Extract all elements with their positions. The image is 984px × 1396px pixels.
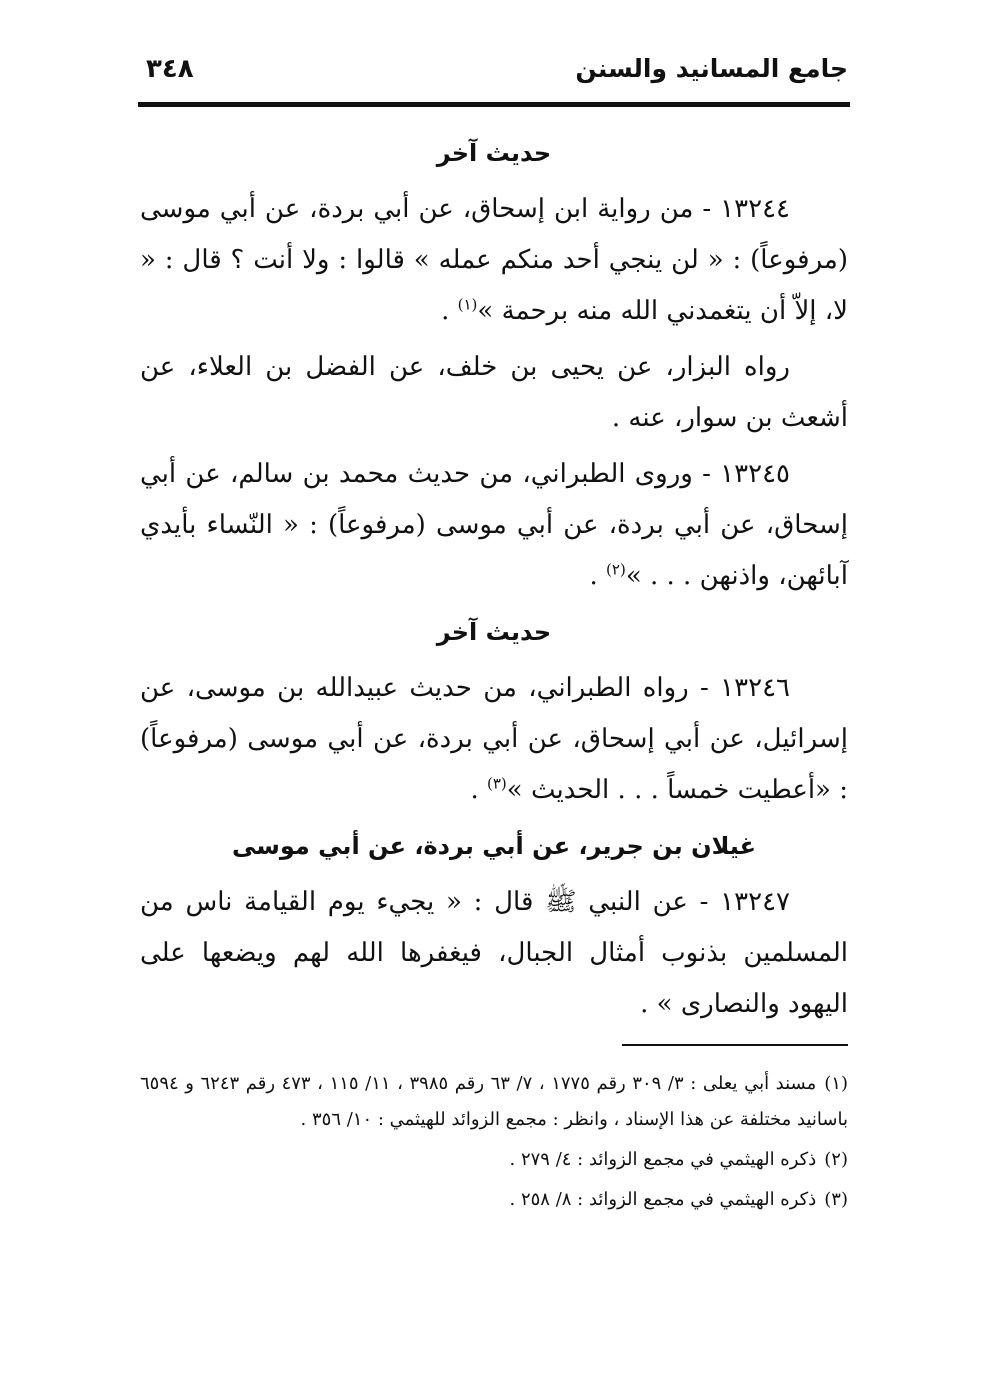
hadith-13246	[140, 663, 848, 816]
hadith-13245	[140, 449, 848, 602]
footnote-text: مسند أبي يعلى : ٣/ ٣٠٩ رقم ١٧٧٥ ، ٧/ ٦٣ رقم ٣٩٨٥ ، ١١/ ١١٥ ، ٤٧٣ رقم ٦٢٤٣ و ٦٥٩٤ باسانيد مختلفة عن هذا الإسناد ، وانظر : مجمع الزوائد للهيثمي : ١٠/ ٣٥٦ .	[140, 1073, 848, 1130]
hadith-end: .	[470, 775, 487, 805]
footnote-marker: (٣)	[486, 774, 507, 793]
section-heading: حديث آخر	[436, 139, 552, 167]
hadith-number: ١٣٢٤٥	[720, 459, 790, 489]
footnote-3	[140, 1182, 848, 1218]
footnote-marker: (١)	[457, 295, 478, 314]
footnote-marker: (٢)	[606, 560, 626, 579]
section-heading: حديث آخر	[436, 618, 552, 646]
footnote-1	[140, 1066, 848, 1138]
page-header	[140, 50, 848, 96]
header-rule	[138, 102, 850, 107]
footnote-number: (٣)	[824, 1189, 848, 1210]
footnote-number: (٢)	[824, 1149, 848, 1170]
footnote-text: ذكره الهيثمي في مجمع الزوائد : ٨/ ٢٥٨ .	[509, 1189, 817, 1210]
chain-heading: غيلان بن جرير، عن أبي بردة، عن أبي موسى	[232, 832, 756, 860]
footnote-2	[140, 1142, 848, 1178]
hadith-number: ١٣٢٤٤	[720, 194, 790, 224]
hadith-13247	[140, 877, 848, 1030]
hadith-text: - وروى الطبراني، من حديث محمد بن سالم، عن أبي إسحاق، عن أبي بردة، عن أبي موسى (مرفوعاً) : « النّساء بأيدي آبائهن، واذنهن . . . »	[140, 459, 848, 591]
footnotes	[140, 1066, 848, 1222]
running-title: جامع المسانيد والسنن	[575, 54, 848, 83]
narration-paragraph: رواه البزار، عن يحيى بن خلف، عن الفضل بن العلاء، عن أشعث بن سوار، عنه .	[140, 352, 848, 433]
hadith-text: - رواه الطبراني، من حديث عبيدالله بن موسى، عن إسرائيل، عن أبي إسحاق، عن أبي بردة، عن أبي موسى (مرفوعاً) : «أعطيت خمساً . . . الحديث »	[140, 673, 848, 805]
hadith-end: .	[441, 296, 458, 326]
hadith-13244	[140, 184, 848, 337]
hadith-end: .	[589, 561, 607, 591]
footnote-text: ذكره الهيثمي في مجمع الزوائد : ٤/ ٢٧٩ .	[509, 1149, 817, 1170]
hadith-text: - من رواية ابن إسحاق، عن أبي بردة، عن أبي موسى (مرفوعاً) : « لن ينجي أحد منكم عمله » قالوا : ولا أنت ؟ قال : « لا، إلاّ أن يتغمدني الله منه برحمة »	[140, 194, 848, 326]
hadith-text: - عن النبي ﷺ قال : « يجيء يوم القيامة ناس من المسلمين بذنوب أمثال الجبال، فيغفرها الله لهم ويضعها على اليهود والنصارى » .	[140, 887, 848, 1019]
footnote-number: (١)	[824, 1073, 848, 1094]
page-number: ٣٤٨	[146, 54, 194, 84]
hadith-number: ١٣٢٤٦	[720, 673, 790, 703]
footnote-rule	[622, 1044, 848, 1046]
main-text	[140, 128, 848, 1035]
hadith-number: ١٣٢٤٧	[720, 887, 790, 917]
